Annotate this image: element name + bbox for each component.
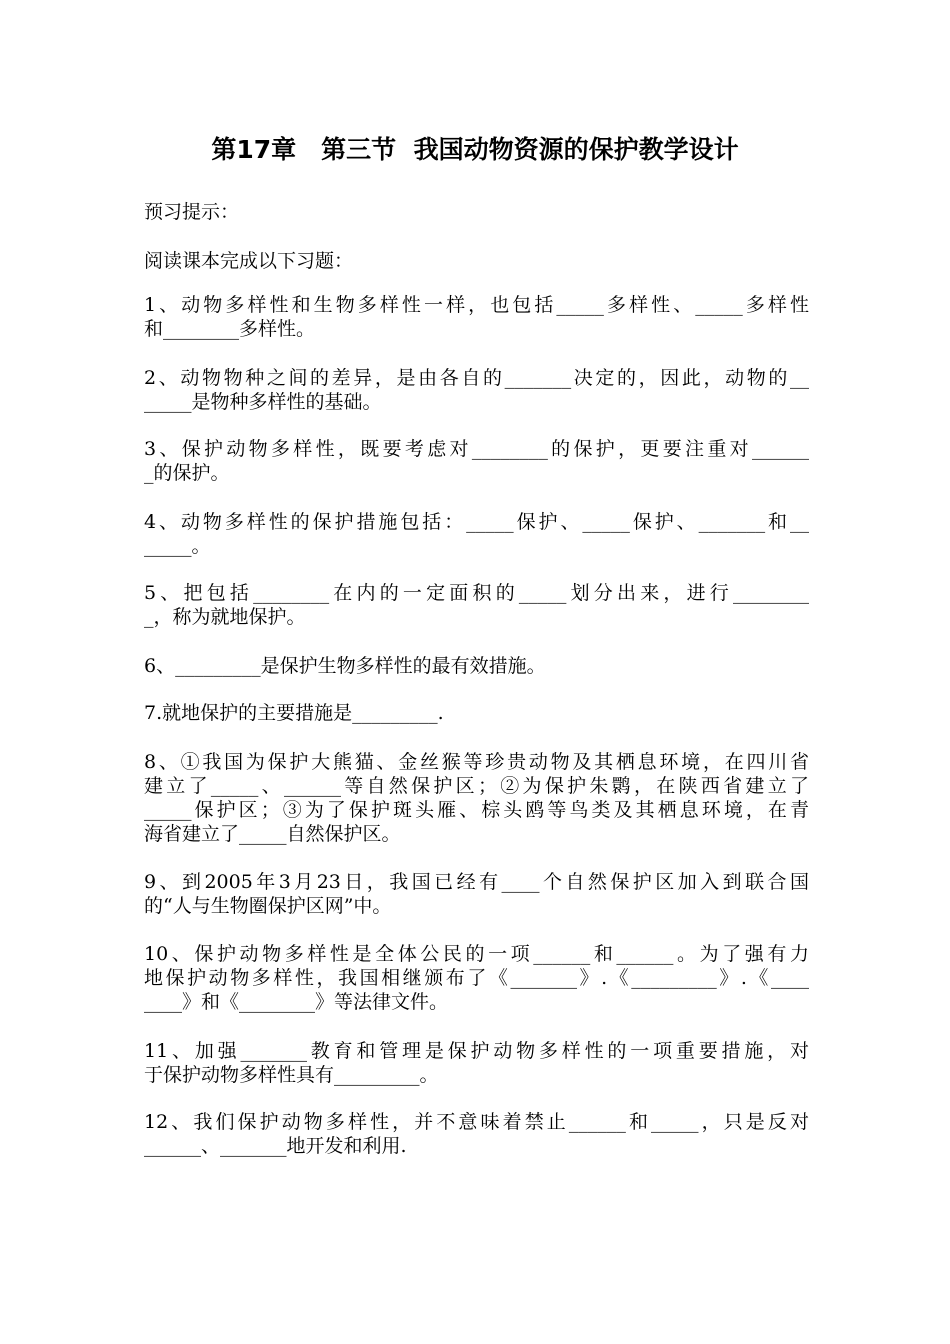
- question-line: ____》和《________》等法律文件。: [144, 991, 449, 1013]
- question-line: 9、到2005年3月23日，我国已经有____个自然保护区加入到联合国: [144, 871, 809, 893]
- question-line: 12、我们保护动物多样性，并不意味着禁止______和_____，只是反对: [144, 1111, 809, 1133]
- question-line: 5、把包括________在内的一定面积的_____划分出来，进行________: [144, 582, 809, 604]
- instruction-text: 阅读课本完成以下习题：: [144, 250, 354, 272]
- question-line: 地保护动物多样性，我国相继颁布了《_______》.《_________》.《____: [144, 967, 809, 989]
- question-line: _____。: [144, 535, 211, 557]
- document-title: 第17章 第三节 我国动物资源的保护教学设计: [211, 135, 739, 164]
- question-line: 海省建立了_____自然保护区。: [144, 823, 401, 845]
- question-line: _____保护区；③为了保护斑头雁、棕头鸥等鸟类及其栖息环境，在青: [144, 799, 809, 821]
- question-line: 7.就地保护的主要措施是_________.: [144, 702, 444, 724]
- question-line: 和________多样性。: [144, 318, 316, 340]
- question-line: 于保护动物多样性具有_________。: [144, 1064, 439, 1086]
- question-line: 的“人与生物圈保护区网”中。: [144, 895, 392, 917]
- question-line: 建立了_____、______等自然保护区；②为保护朱鹮，在陕西省建立了: [144, 775, 809, 797]
- question-line: 8、①我国为保护大熊猫、金丝猴等珍贵动物及其栖息环境，在四川省: [144, 751, 809, 773]
- question-line: 11、加强_______教育和管理是保护动物多样性的一项重要措施，对: [144, 1040, 809, 1062]
- question-line: 3、保护动物多样性，既要考虑对________的保护，更要注重对______: [144, 438, 809, 460]
- question-line: 2、动物物种之间的差异，是由各自的_______决定的，因此，动物的__: [144, 367, 809, 389]
- question-line: 4、动物多样性的保护措施包括：_____保护、_____保护、_______和__: [144, 511, 809, 533]
- question-line: 1、动物多样性和生物多样性一样，也包括_____多样性、_____多样性: [144, 294, 809, 316]
- question-line: _的保护。: [144, 462, 230, 484]
- question-line: 10、保护动物多样性是全体公民的一项______和______。为了强有力: [144, 943, 809, 965]
- preview-label: 预习提示：: [144, 201, 240, 223]
- question-line: 6、_________是保护生物多样性的最有效措施。: [144, 655, 546, 677]
- question-line: ______、_______地开发和利用.: [144, 1135, 407, 1157]
- question-line: _____是物种多样性的基础。: [144, 391, 382, 413]
- question-line: _，称为就地保护。: [144, 606, 306, 628]
